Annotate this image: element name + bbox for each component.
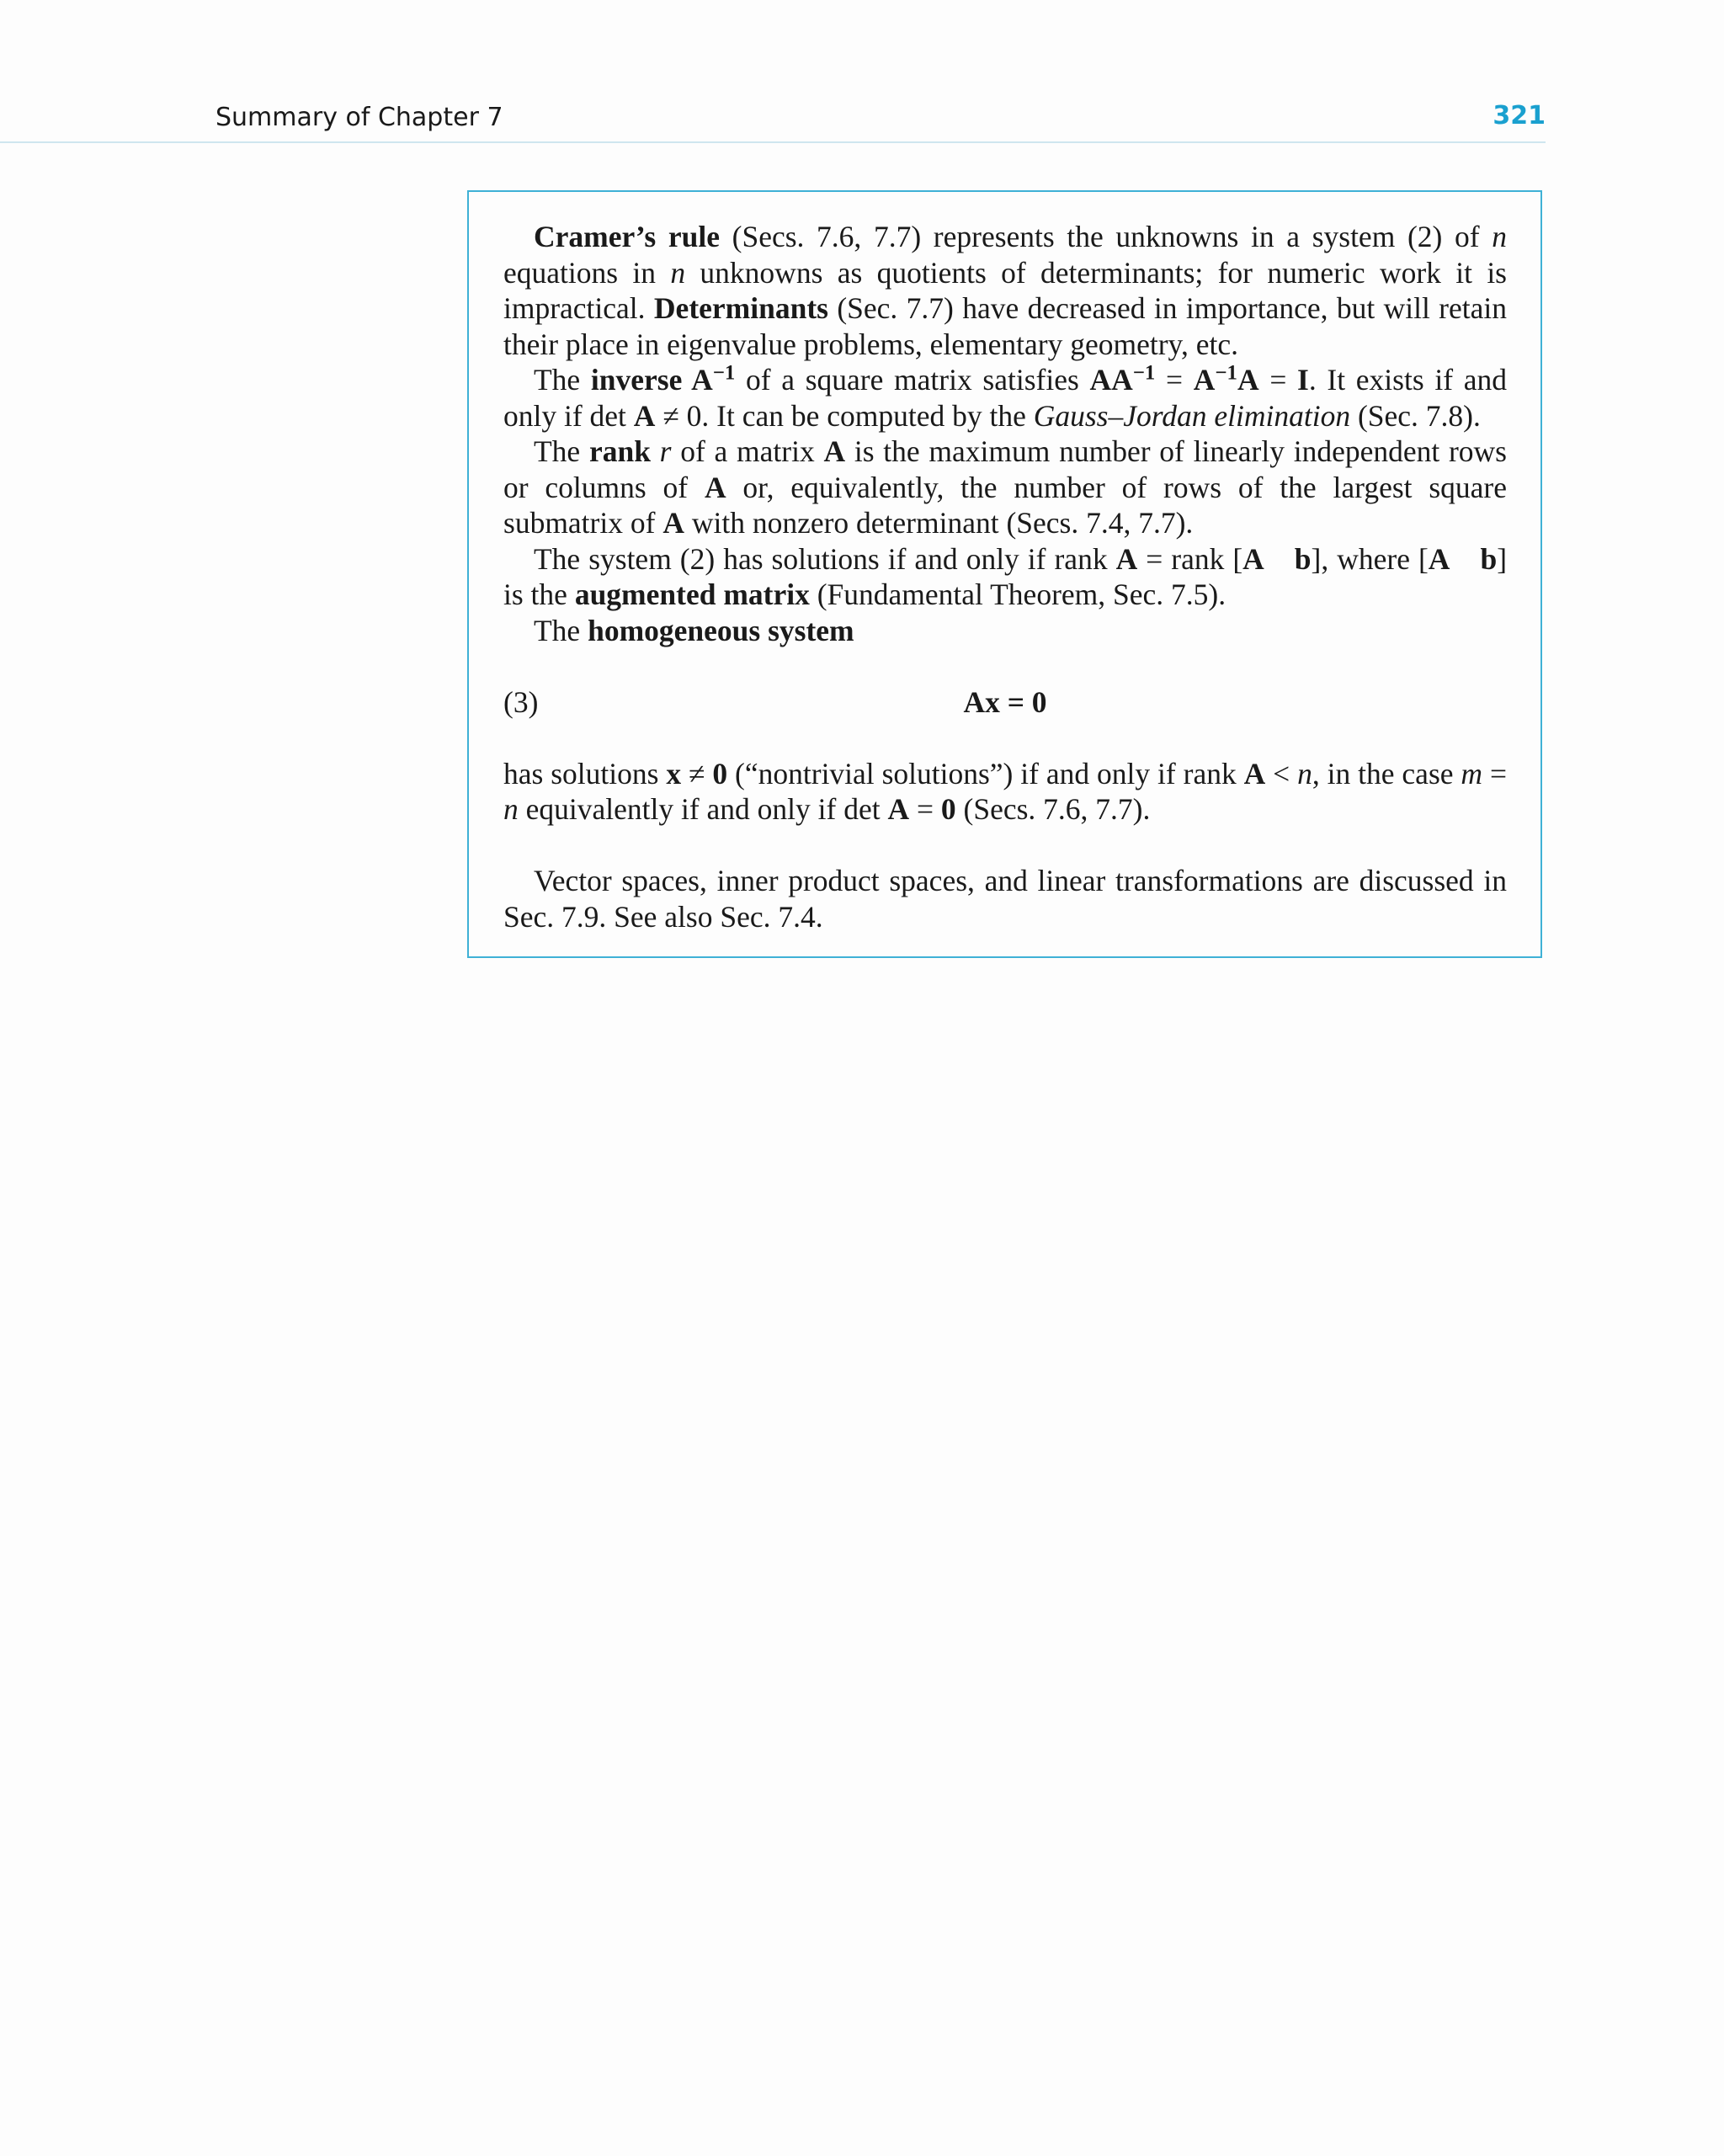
matrix-symbol: A: [1115, 541, 1138, 576]
system-paragraph: [503, 541, 1507, 613]
superscript: −1: [712, 361, 736, 385]
vector-symbol: b: [1294, 541, 1312, 576]
running-header: [0, 101, 1546, 143]
rank-term: rank: [588, 434, 651, 468]
superscript: −1: [1132, 361, 1156, 385]
rank-text: of a matrix: [671, 434, 824, 468]
solutions-text: (“nontrivial solutions”) if and only if rank: [727, 756, 1244, 791]
var-r: r: [650, 434, 672, 468]
solutions-paragraph: [503, 756, 1507, 828]
matrix-symbol: A: [823, 434, 846, 468]
summary-content: [503, 219, 1507, 934]
var-m: m: [1461, 756, 1483, 791]
system-text: The system (2) has solutions if and only if rank: [534, 541, 1116, 576]
identity-symbol: I: [1297, 363, 1309, 397]
homogeneous-term: homogeneous system: [588, 613, 854, 647]
inverse-text: The: [534, 363, 591, 397]
inverse-term: inverse: [590, 363, 683, 397]
cramer-term: Cramer’s rule: [534, 220, 720, 253]
rank-paragraph: [503, 434, 1507, 541]
matrix-symbol: A: [887, 792, 910, 826]
matrix-symbol: A: [662, 506, 684, 540]
zero-symbol: 0: [940, 792, 956, 826]
equals-sign: =: [1155, 363, 1194, 397]
matrix-symbol: A: [1242, 541, 1264, 576]
solutions-text: ≠: [681, 756, 713, 791]
var-n: n: [670, 255, 686, 290]
inverse-text: ≠ 0. It can be computed by the: [655, 398, 1034, 433]
gauss-jordan-term: Gauss–Jordan elimination: [1033, 398, 1351, 433]
var-n: n: [1492, 220, 1507, 253]
cramer-paragraph: [503, 219, 1507, 362]
matrix-symbol: A: [704, 470, 726, 504]
matrix-symbol: A: [1193, 363, 1216, 397]
paragraph-spacer: [503, 828, 1507, 864]
vector-symbol: x: [666, 756, 682, 791]
determinants-term: Determinants: [653, 291, 828, 325]
solutions-text: has solutions: [503, 756, 667, 791]
var-n: n: [1297, 756, 1312, 791]
system-text: (Fundamental Theorem, Sec. 7.5).: [809, 578, 1226, 611]
cramer-text: (Secs. 7.6, 7.7) represents the unknowns in a system (2) of: [719, 220, 1493, 253]
matrix-symbol: AA: [1089, 363, 1133, 397]
vector-symbol: b: [1480, 541, 1498, 576]
solutions-text: , in the case: [1312, 756, 1461, 791]
inverse-text: of a square matrix satisfies: [735, 363, 1090, 397]
inverse-text: . It exists if and only if det: [503, 363, 1507, 433]
matrix-symbol: A: [1237, 363, 1259, 397]
var-n: n: [503, 792, 519, 826]
matrix-symbol: A: [1243, 756, 1266, 791]
cramer-text: equations in: [503, 255, 671, 290]
solutions-text: =: [1482, 756, 1507, 791]
inverse-paragraph: [503, 362, 1507, 434]
system-text: ], where [: [1311, 541, 1429, 576]
solutions-text: (Secs. 7.6, 7.7).: [955, 792, 1151, 826]
equation-3: [503, 684, 1507, 721]
system-text: ] is the: [503, 541, 1508, 611]
rank-text: with nonzero determinant (Secs. 7.4, 7.7).: [684, 506, 1194, 540]
matrix-symbol: A: [1428, 541, 1450, 576]
matrix-symbol: A: [633, 398, 656, 433]
homogeneous-paragraph: [503, 613, 1507, 649]
chapter-label: Summary of Chapter 7: [216, 103, 503, 132]
summary-box: [467, 190, 1542, 958]
system-text: = rank [: [1137, 541, 1243, 576]
page-number: 321: [1493, 101, 1546, 130]
homogeneous-text: The: [534, 613, 588, 647]
cramer-text: (Sec. 7.7) have decreased in importance, but will retain their place in eigenvalue problems, elementary geometry, etc.: [503, 291, 1507, 361]
equation-body: Ax = 0: [963, 684, 1047, 719]
zero-vector: 0: [712, 756, 728, 791]
vector-spaces-paragraph: Vector spaces, inner product spaces, and linear transformations are discussed in Sec. 7.9. See also Sec. 7.4.: [503, 864, 1507, 934]
cramer-text: unknowns as quotients of determinants; for numeric work it is impractical.: [503, 255, 1507, 325]
inverse-text: (Sec. 7.8).: [1350, 398, 1481, 433]
solutions-text: =: [909, 792, 941, 826]
equals-sign: =: [1258, 363, 1298, 397]
superscript: −1: [1215, 361, 1237, 385]
rank-text: is the maximum number of linearly independent rows or columns of: [503, 434, 1507, 504]
rank-text: The: [534, 434, 589, 468]
equation-number: (3): [503, 684, 539, 719]
rank-text: or, equivalently, the number of rows of the largest square submatrix of: [503, 470, 1507, 540]
solutions-text: equivalently if and only if det: [518, 792, 888, 826]
matrix-symbol: A: [682, 363, 713, 397]
augmented-matrix-term: augmented matrix: [574, 578, 810, 611]
solutions-text: <: [1265, 756, 1298, 791]
